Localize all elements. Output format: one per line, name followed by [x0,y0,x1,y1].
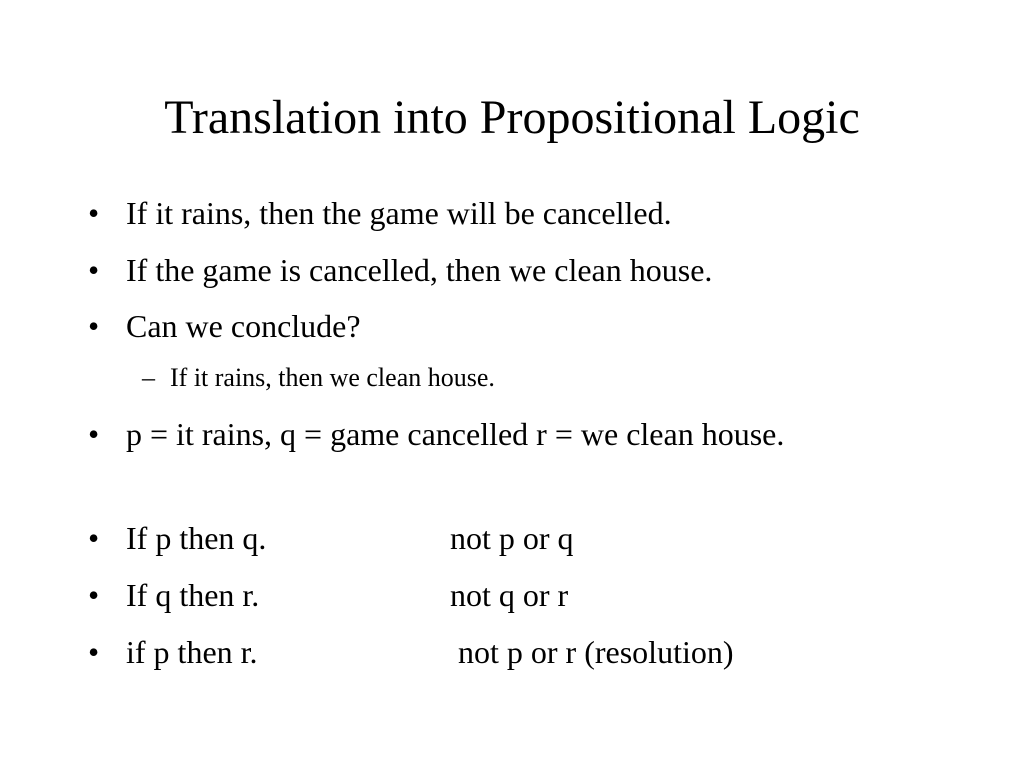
bullet-text: If the game is cancelled, then we clean house. [126,252,713,288]
bullet-text: If p then q. [126,520,267,556]
bullet-marker: • [88,577,100,613]
slide-title: Translation into Propositional Logic [164,91,860,144]
bullet-text: if p then r. [126,634,258,670]
bullet-text: If q then r. [126,577,260,613]
bullet-marker: • [88,520,100,556]
bullet-marker: • [88,416,100,452]
sub-bullet-marker: – [142,363,155,392]
bullet-translation: not p or r (resolution) [458,634,734,670]
bullet-marker: • [88,634,100,670]
bullet-marker: • [88,195,100,231]
bullet-text: p = it rains, q = game cancelled r = we clean house. [126,416,785,452]
bullet-marker: • [88,308,100,344]
bullet-text: Can we conclude? [126,308,361,344]
sub-bullet-text: If it rains, then we clean house. [170,363,495,392]
bullet-marker: • [88,252,100,288]
bullet-text: If it rains, then the game will be cancelled. [126,195,672,231]
slide-body [88,0,968,768]
bullet-translation: not q or r [450,577,569,613]
bullet-translation: not p or q [450,520,574,556]
